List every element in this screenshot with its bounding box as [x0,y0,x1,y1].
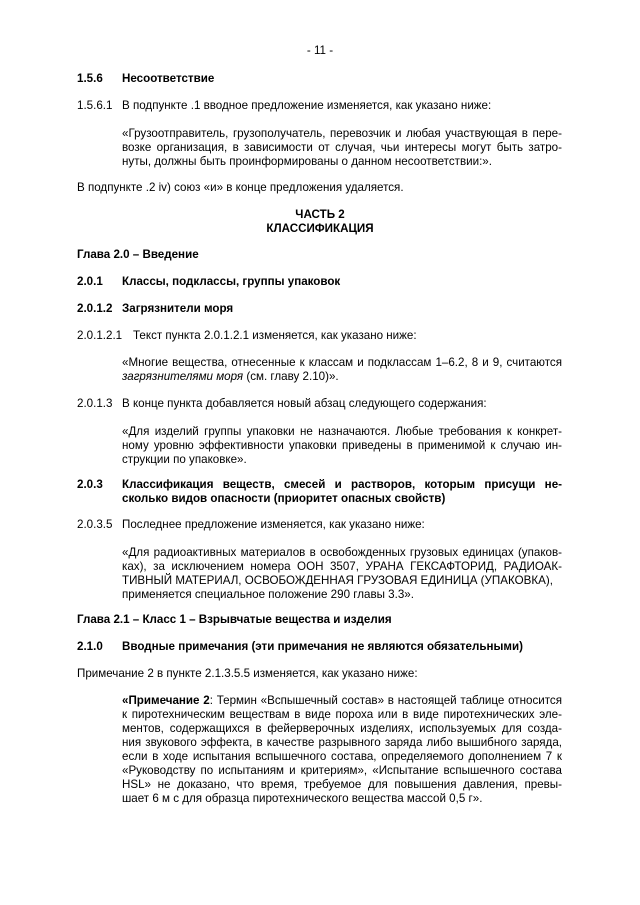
note-2iv: В подпункте .2 iv) союз «и» в конце предложения удаляется. [77,181,404,194]
section-text-1-5-6-1: В подпункте .1 вводное предложение изменяется, как указано ниже: [122,99,492,112]
quote5-note-label: «Примечание 2 [122,694,210,707]
quote5-line5: если в ходе испытания вспышечного состава, определяемого дополнением 7 к [122,750,562,763]
section-title-2-0-3-line1: Классификация веществ, смесей и растворов, которым присущи не- [122,478,562,491]
section-number-2-0-1-2: 2.0.1.2 [77,302,113,315]
quote5-line7: HSL» не доказано, что время, требуемое для повышения давления, превы- [122,778,562,791]
quote1-line1: «Грузоотправитель, грузополучатель, перевозчик и любая участвующая в пере- [122,127,562,140]
section-number-2-0-1: 2.0.1 [77,275,103,288]
part-heading-line2: КЛАССИФИКАЦИЯ [266,222,374,235]
quote5-line1 [122,694,562,708]
section-title-2-0-1: Классы, подклассы, группы упаковок [122,275,341,288]
section-number-1-5-6-1: 1.5.6.1 [77,99,113,112]
section-title-2-1-0: Вводные примечания (эти примечания не являются обязательными) [122,640,523,653]
quote4-line2: ках), за исключением номера ООН 3507, УРАНА ГЕКСАФТОРИД, РАДИОАК- [122,560,562,573]
quote1-line2: возке организация, в зависимости от случая, чьи интересы могут быть затро- [122,141,562,154]
section-number-2-0-3: 2.0.3 [77,478,103,491]
quote4-line1: «Для радиоактивных материалов в освобожденных грузовых единицах (упаков- [122,546,562,559]
section-title-2-0-1-2: Загрязнители моря [122,302,234,315]
section-text-2-0-1-3: В конце пункта добавляется новый абзац следующего содержания: [122,397,487,410]
section-number-2-1-0: 2.1.0 [77,640,103,653]
quote1-line3: нуты, должны быть проинформированы о данном несоответствии:». [122,155,492,168]
quote3-line2: ному уровню эффективности упаковки приведены в применимой к случаю ин- [122,439,562,452]
quote3-line1: «Для изделий группы упаковки не назначаются. Любые требования к конкрет- [122,425,562,438]
chapter-2-0-heading: Глава 2.0 – Введение [77,248,199,261]
quote5-line4: ния звукового эффекта, в качестве разрывного заряда либо вышибного заряда, [122,736,562,749]
quote5-line2: к пиротехническим веществам в виде пороха или в виде пиротехнических эле- [122,708,562,721]
quote2-line2 [122,370,339,384]
part-heading-line1: ЧАСТЬ 2 [295,208,345,221]
quote4-line3: ТИВНЫЙ МАТЕРИАЛ, ОСВОБОЖДЕННАЯ ГРУЗОВАЯ ЕДИНИЦА (УПАКОВКА), [122,574,553,587]
note2-intro: Примечание 2 в пункте 2.1.3.5.5 изменяется, как указано ниже: [77,667,418,680]
quote2-italic-term: загрязнителями моря [122,370,244,383]
quote5-line8: шает 6 м с для образца пиротехнического вещества массой 0,5 г». [122,792,483,805]
chapter-2-1-heading: Глава 2.1 – Класс 1 – Взрывчатые вещества и изделия [77,613,392,626]
page-number: - 11 - [306,44,334,57]
section-number-1-5-6: 1.5.6 [77,72,103,85]
quote5-line6: «Руководству по испытаниям и критериям», «Испытание вспышечного состава [122,764,562,777]
quote5-line3: ментов, содержащихся в фейерверочных изделиях, используемых для созда- [122,722,562,735]
section-title-1-5-6: Несоответствие [122,72,215,85]
quote2-line1: «Многие вещества, отнесенные к классам и подклассам 1–6.2, 8 и 9, считаются [122,356,562,369]
section-text-2-0-3-5: Последнее предложение изменяется, как указано ниже: [122,518,425,531]
section-text-2-0-1-2-1: Текст пункта 2.0.1.2.1 изменяется, как указано ниже: [133,329,417,342]
section-number-2-0-3-5: 2.0.3.5 [77,518,113,531]
quote4-line4: применяется специальное положение 290 главы 3.3». [122,588,414,601]
section-title-2-0-3-line2: сколько видов опасности (приоритет опасных свойств) [122,492,446,505]
quote5-line1-rest: : Термин «Вспышечный состав» в настоящей таблице относится [209,694,562,707]
section-number-2-0-1-3: 2.0.1.3 [77,397,113,410]
quote2-rest: (см. главу 2.10)». [243,370,339,383]
section-number-2-0-1-2-1: 2.0.1.2.1 [77,329,123,342]
quote3-line3: струкции по упаковке». [122,453,247,466]
